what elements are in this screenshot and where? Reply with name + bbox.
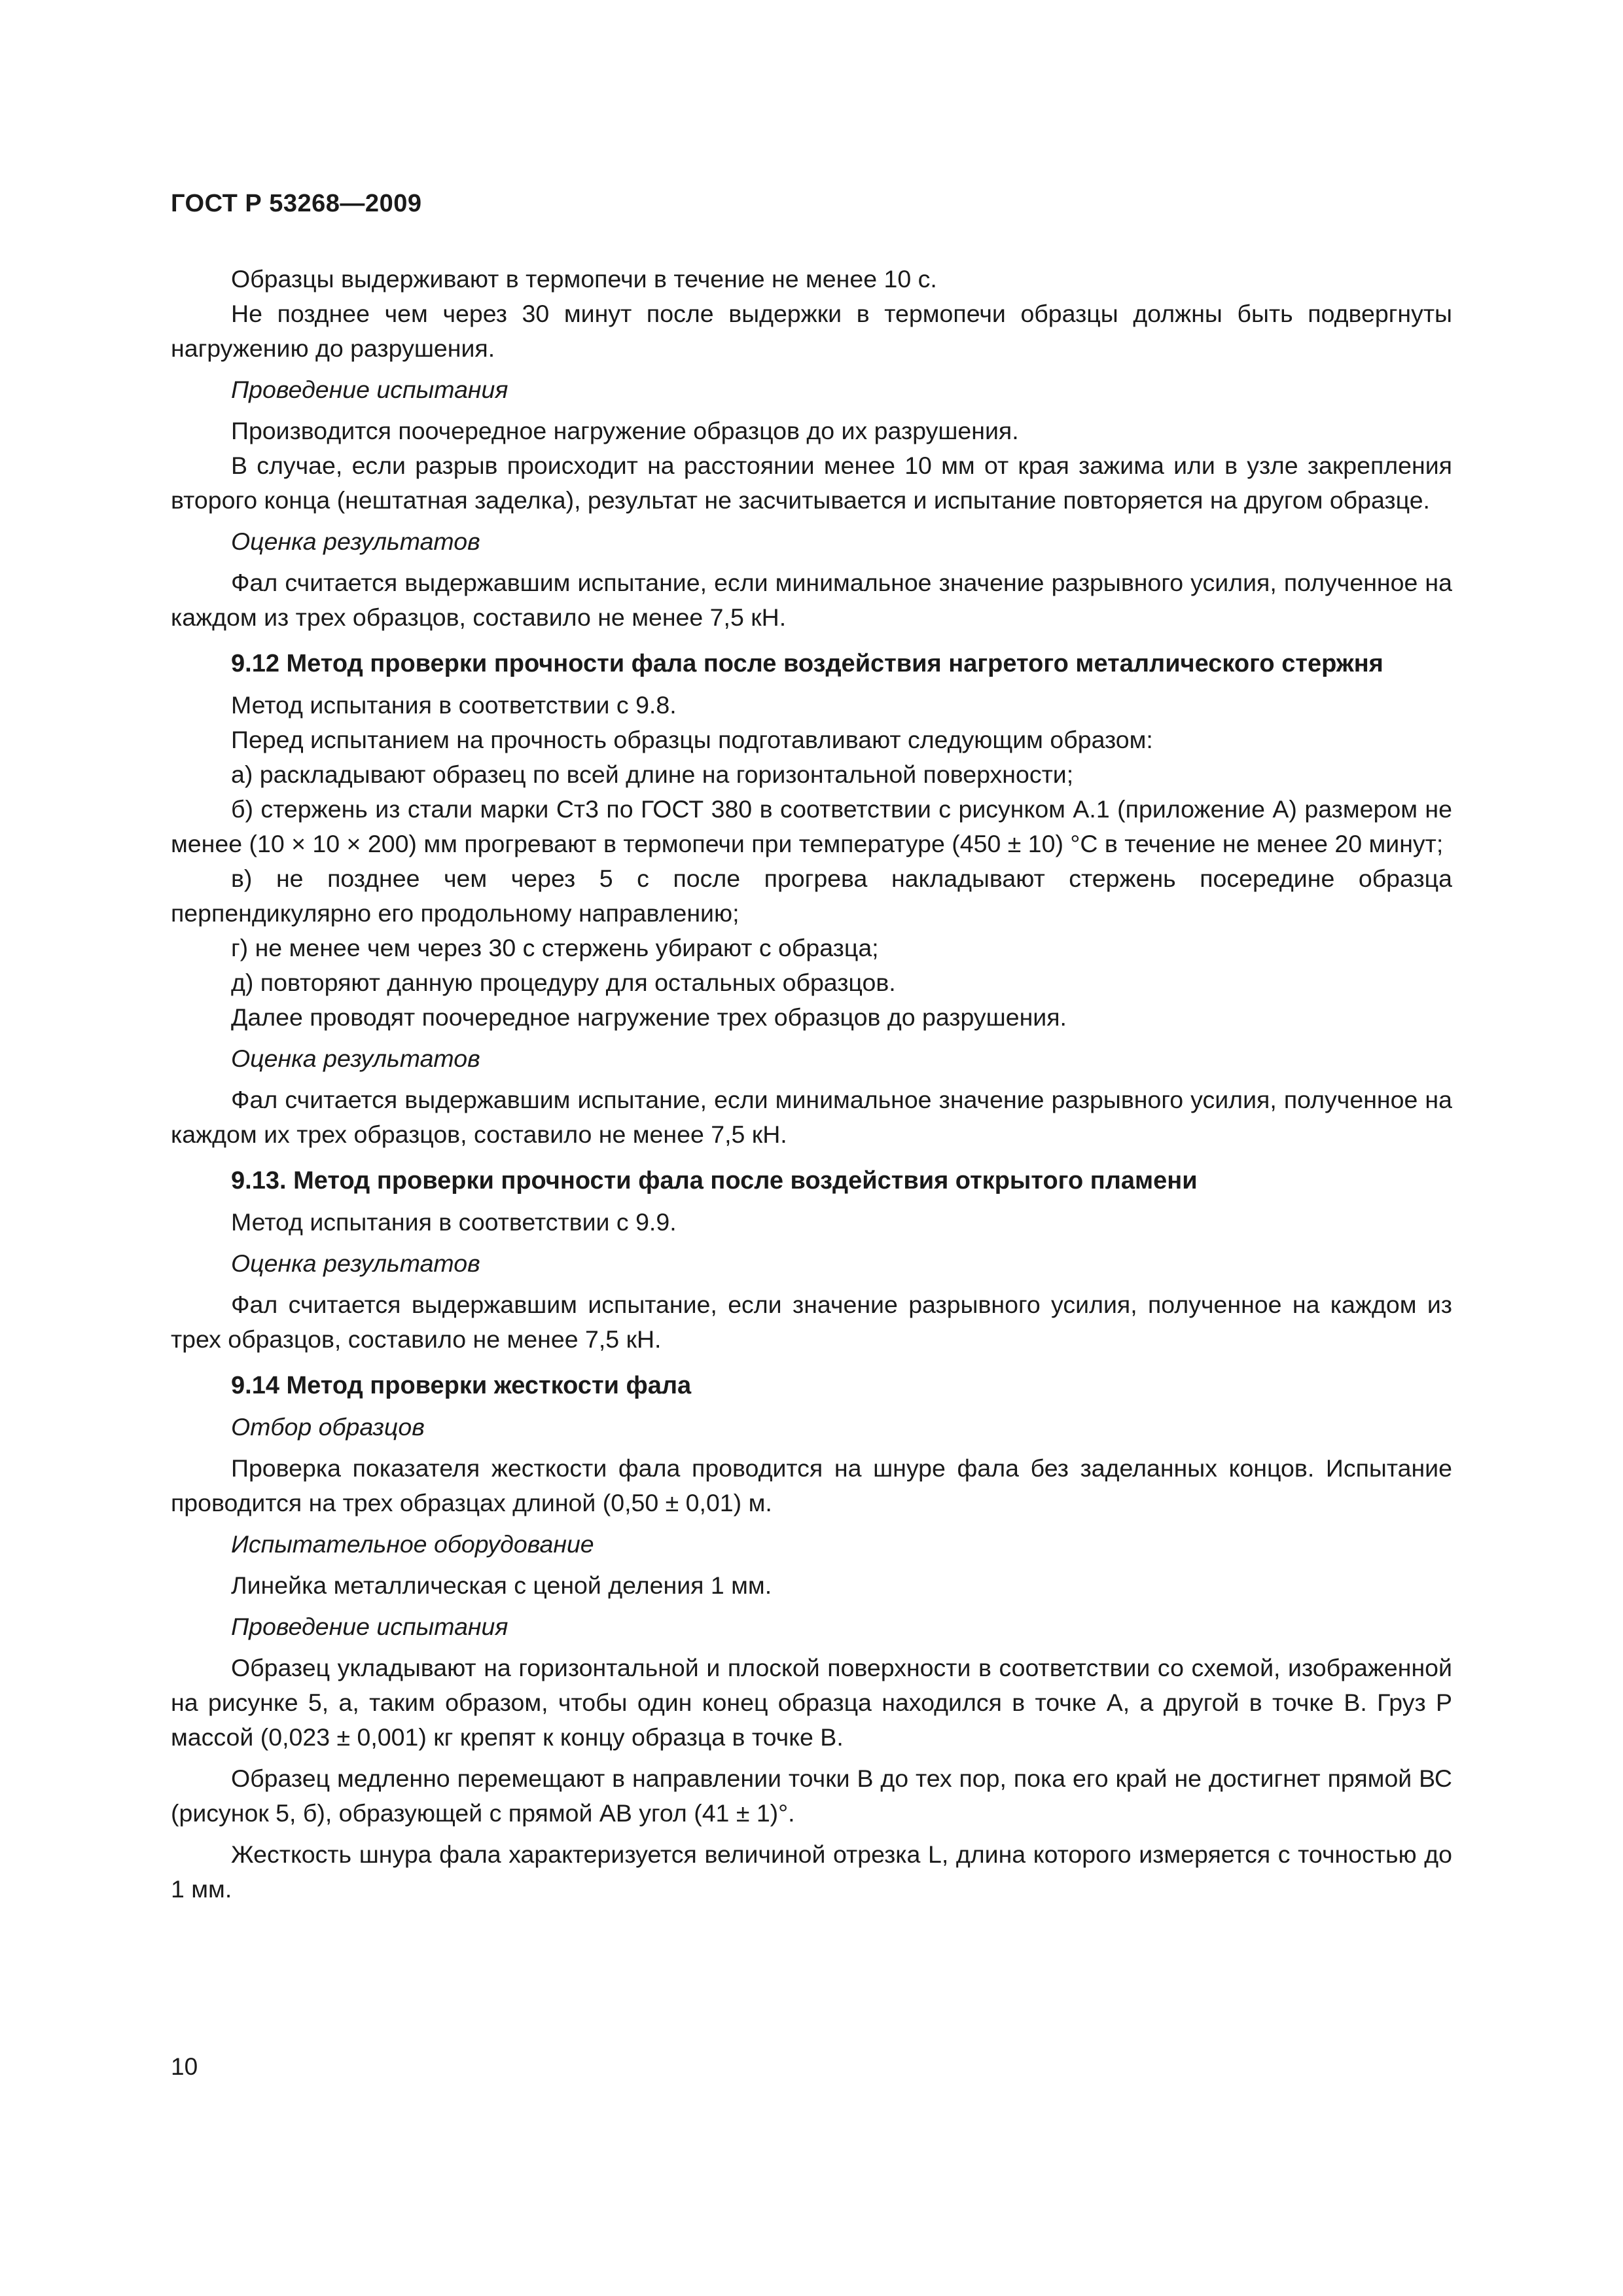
list-item: а) раскладывают образец по всей длине на горизонтальной поверхности; [231,761,1074,788]
list-item: в) не позднее чем через 5 с после прогрева накладывают стержень посередине образца перпендикулярно его продольному направлению; [171,865,1452,927]
list-item: б) стержень из стали марки Ст3 по ГОСТ 380 в соответствии с рисунком А.1 (приложение А) размером не менее (10 × 10 × 200) мм прогревают в термопечи при температуре (450 ± 10) °С в течение не менее 20 минут; [171,795,1452,857]
paragraph: Далее проводят поочередное нагружение трех образцов до разрушения. [231,1003,1067,1031]
paragraph: Метод испытания в соответствии с 9.8. [231,691,677,719]
subheading: Оценка результатов [231,1045,480,1072]
paragraph: Перед испытанием на прочность образцы подготавливают следующим образом: [231,726,1153,753]
paragraph: Проверка показателя жесткости фала проводится на шнуре фала без заделанных концов. Испытание проводится на трех образцах длиной (0,50 ± 0,01) м. [171,1454,1452,1516]
paragraph: Жесткость шнура фала характеризуется величиной отрезка L, длина которого измеряется с точностью до 1 мм. [171,1840,1452,1903]
subheading: Отбор образцов [231,1413,425,1441]
document-body [171,262,1452,1907]
paragraph: Фал считается выдержавшим испытание, если значение разрывного усилия, полученное на каждом из трех образцов, составило не менее 7,5 кН. [171,1291,1452,1353]
paragraph: Образец укладывают на горизонтальной и плоской поверхности в соответствии со схемой, изображенной на рисунке 5, а, таким образом, чтобы один конец образца находился в точке А, а другой в точке В. Груз Р массой (0,023 ± 0,001) кг крепят к концу образца в точке В. [171,1654,1452,1751]
page-number: 10 [171,2053,198,2080]
paragraph: Образцы выдерживают в термопечи в течение не менее 10 с. [231,265,937,293]
subheading: Испытательное оборудование [231,1530,594,1558]
paragraph: Производится поочередное нагружение образцов до их разрушения. [231,417,1019,444]
section-heading-9-14: 9.14 Метод проверки жесткости фала [231,1372,692,1399]
paragraph: Фал считается выдержавшим испытание, если минимальное значение разрывного усилия, полученное на каждом их трех образцов, составило не менее 7,5 кН. [171,1086,1452,1148]
paragraph: В случае, если разрыв происходит на расстоянии менее 10 мм от края зажима или в узле закрепления второго конца (нештатная заделка), результат не засчитывается и испытание повторяется на другом образце. [171,452,1452,514]
subheading: Оценка результатов [231,1249,480,1277]
section-heading-9-13: 9.13. Метод проверки прочности фала после воздействия открытого пламени [231,1167,1198,1194]
list-item: г) не менее чем через 30 с стержень убирают с образца; [231,934,879,961]
document-header: ГОСТ Р 53268—2009 [171,190,422,217]
subheading: Оценка результатов [231,528,480,555]
subheading: Проведение испытания [231,1613,508,1640]
paragraph: Линейка металлическая с ценой деления 1 мм. [231,1571,772,1599]
paragraph: Фал считается выдержавшим испытание, если минимальное значение разрывного усилия, полученное на каждом из трех образцов, составило не менее 7,5 кН. [171,569,1452,631]
paragraph: Не позднее чем через 30 минут после выдержки в термопечи образцы должны быть подвергнуты нагружению до разрушения. [171,300,1452,362]
paragraph: Образец медленно перемещают в направлении точки В до тех пор, пока его край не достигнет прямой ВС (рисунок 5, б), образующей с прямой АВ угол (41 ± 1)°. [171,1765,1452,1827]
section-heading-9-12: 9.12 Метод проверки прочности фала после воздействия нагретого металлического стержня [231,650,1383,677]
list-item: д) повторяют данную процедуру для остальных образцов. [231,969,896,996]
paragraph: Метод испытания в соответствии с 9.9. [231,1208,677,1236]
subheading: Проведение испытания [231,376,508,403]
